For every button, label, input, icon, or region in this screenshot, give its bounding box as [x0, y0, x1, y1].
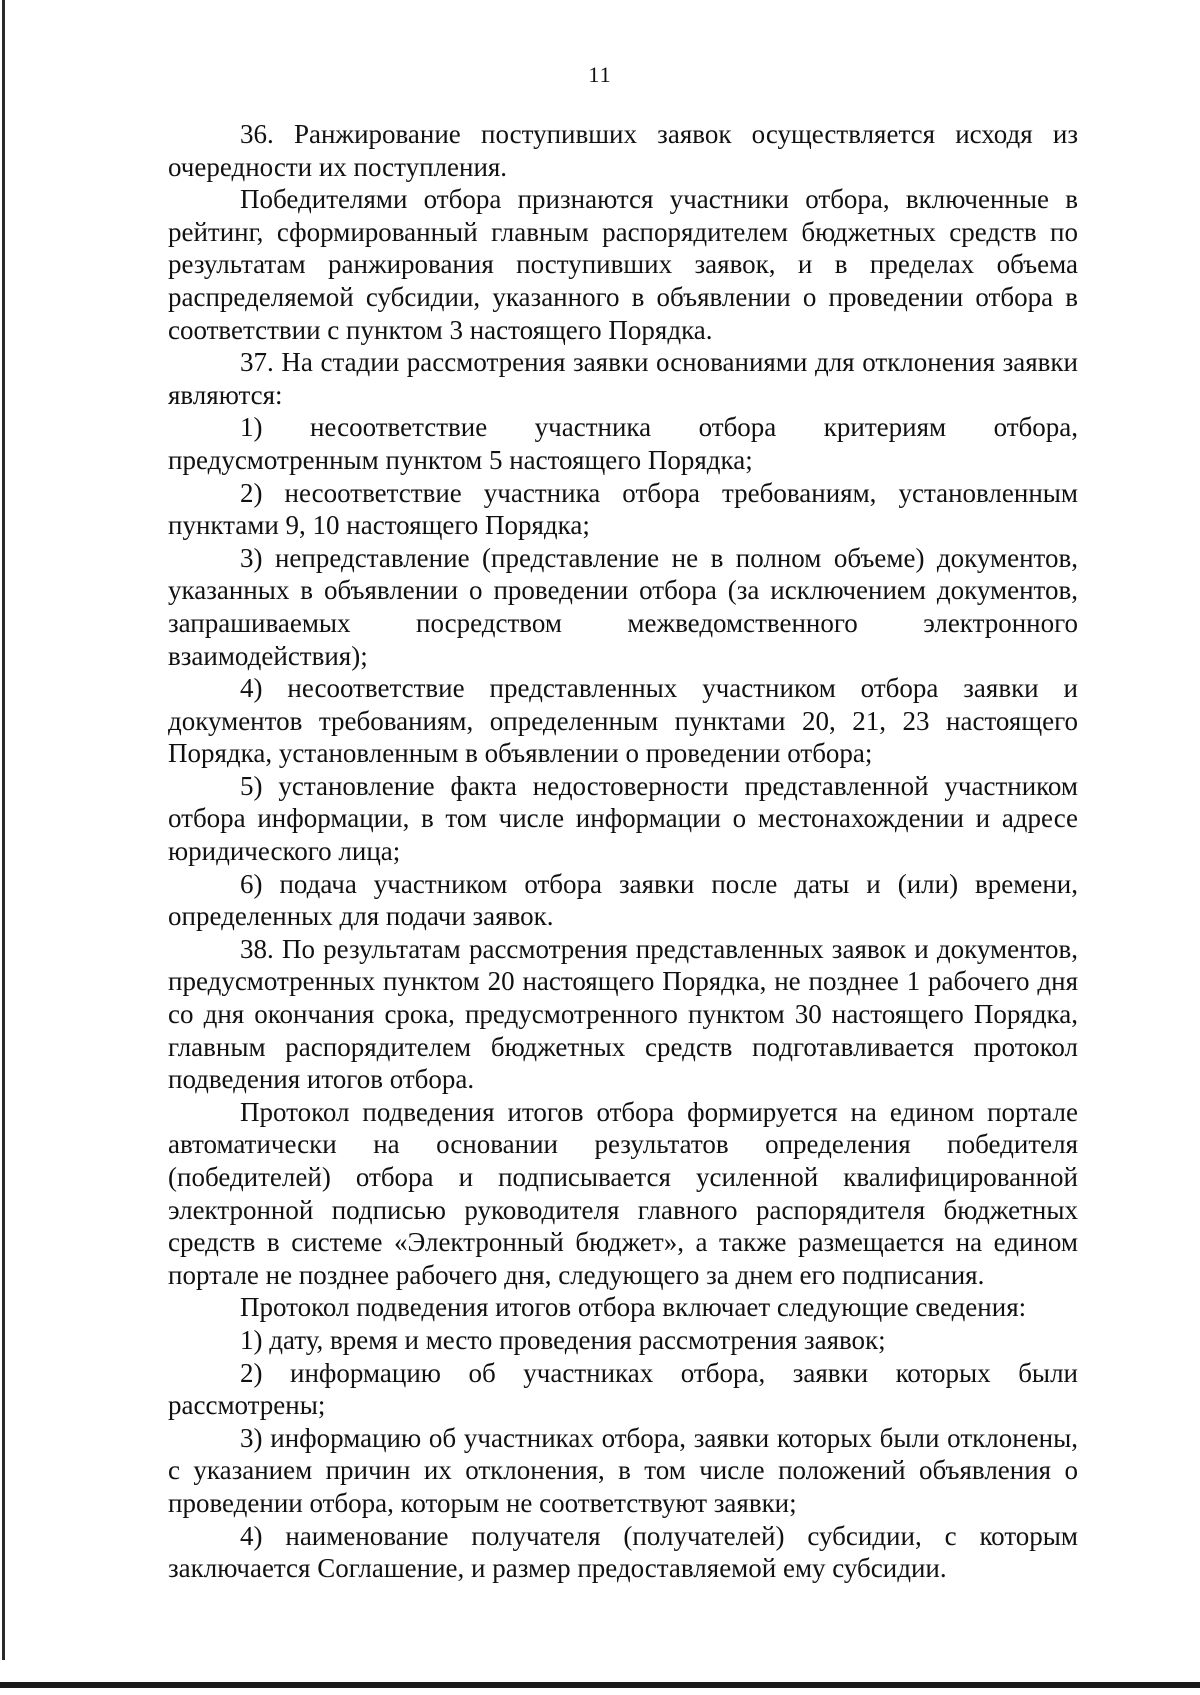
- rejection-item-4: 4) несоответствие представленных участником отбора заявки и документов требованиям, определенным пунктами 20, 21, 23 настоящего Порядка, установленным в объявлении о проведении отбора;: [168, 673, 1078, 769]
- page-number: 11: [588, 62, 612, 87]
- paragraph-37: 37. На стадии рассмотрения заявки основаниями для отклонения заявки являются:: [168, 347, 1078, 410]
- scan-bottom-edge: [0, 1682, 1200, 1688]
- protocol-item-3: 3) информацию об участниках отбора, заявки которых были отклонены, с указанием причин их отклонения, в том числе положений объявления о проведении отбора, которым не соответствуют заявки;: [168, 1422, 1078, 1518]
- paragraph-winners: Победителями отбора признаются участники отбора, включенные в рейтинг, сформированный главным распорядителем бюджетных средств по результатам ранжирования поступивших заявок, и в пределах объема распределяемой субсидии, указанного в объявлении о проведении отбора в соответствии с пунктом 3 настоящего Порядка.: [168, 184, 1078, 345]
- document-body: [168, 118, 1078, 1585]
- paragraph-36: 36. Ранжирование поступивших заявок осуществляется исходя из очередности их поступления.: [168, 119, 1078, 182]
- rejection-item-2: 2) несоответствие участника отбора требованиям, установленным пунктами 9, 10 настоящего Порядка;: [168, 477, 1078, 541]
- rejection-item-6: 6) подача участником отбора заявки после даты и (или) времени, определенных для подачи заявок.: [168, 868, 1078, 932]
- paragraph-protocol-formation: Протокол подведения итогов отбора формируется на едином портале автоматически на основании результатов определения победителя (победителей) отбора и подписывается усиленной квалифицированной электронной подписью руководителя главного распорядителя бюджетных средств в системе «Электронный бюджет», а также размещается на едином портале не позднее рабочего дня, следующего за днем его подписания.: [168, 1096, 1078, 1290]
- paragraph-protocol-contents: Протокол подведения итогов отбора включает следующие сведения:: [240, 1292, 1027, 1323]
- rejection-item-5: 5) установление факта недостоверности представленной участником отбора информации, в том числе информации о местонахождении и адресе юридического лица;: [168, 770, 1078, 867]
- protocol-item-1: 1) дату, время и место проведения рассмотрения заявок;: [240, 1324, 886, 1355]
- protocol-item-2: 2) информацию об участниках отбора, заявки которых были рассмотрены;: [168, 1357, 1078, 1421]
- paragraph-38: 38. По результатам рассмотрения представленных заявок и документов, предусмотренных пунктом 20 настоящего Порядка, не позднее 1 рабочего дня со дня окончания срока, предусмотренного пунктом 30 настоящего Порядка, главным распорядителем бюджетных средств подготавливается протокол подведения итогов отбора.: [168, 933, 1078, 1095]
- rejection-item-1: 1) несоответствие участника отбора критериям отбора, предусмотренным пунктом 5 настоящего Порядка;: [168, 412, 1078, 475]
- rejection-item-3: 3) непредставление (представление не в полном объеме) документов, указанных в объявлении о проведении отбора (за исключением документов, запрашиваемых посредством межведомственного электронного взаимодействия);: [168, 542, 1078, 671]
- scan-left-edge: [2, 0, 5, 1660]
- protocol-item-4: 4) наименование получателя (получателей) субсидии, с которым заключается Соглашение, и размер предоставляемой ему субсидии.: [168, 1520, 1078, 1584]
